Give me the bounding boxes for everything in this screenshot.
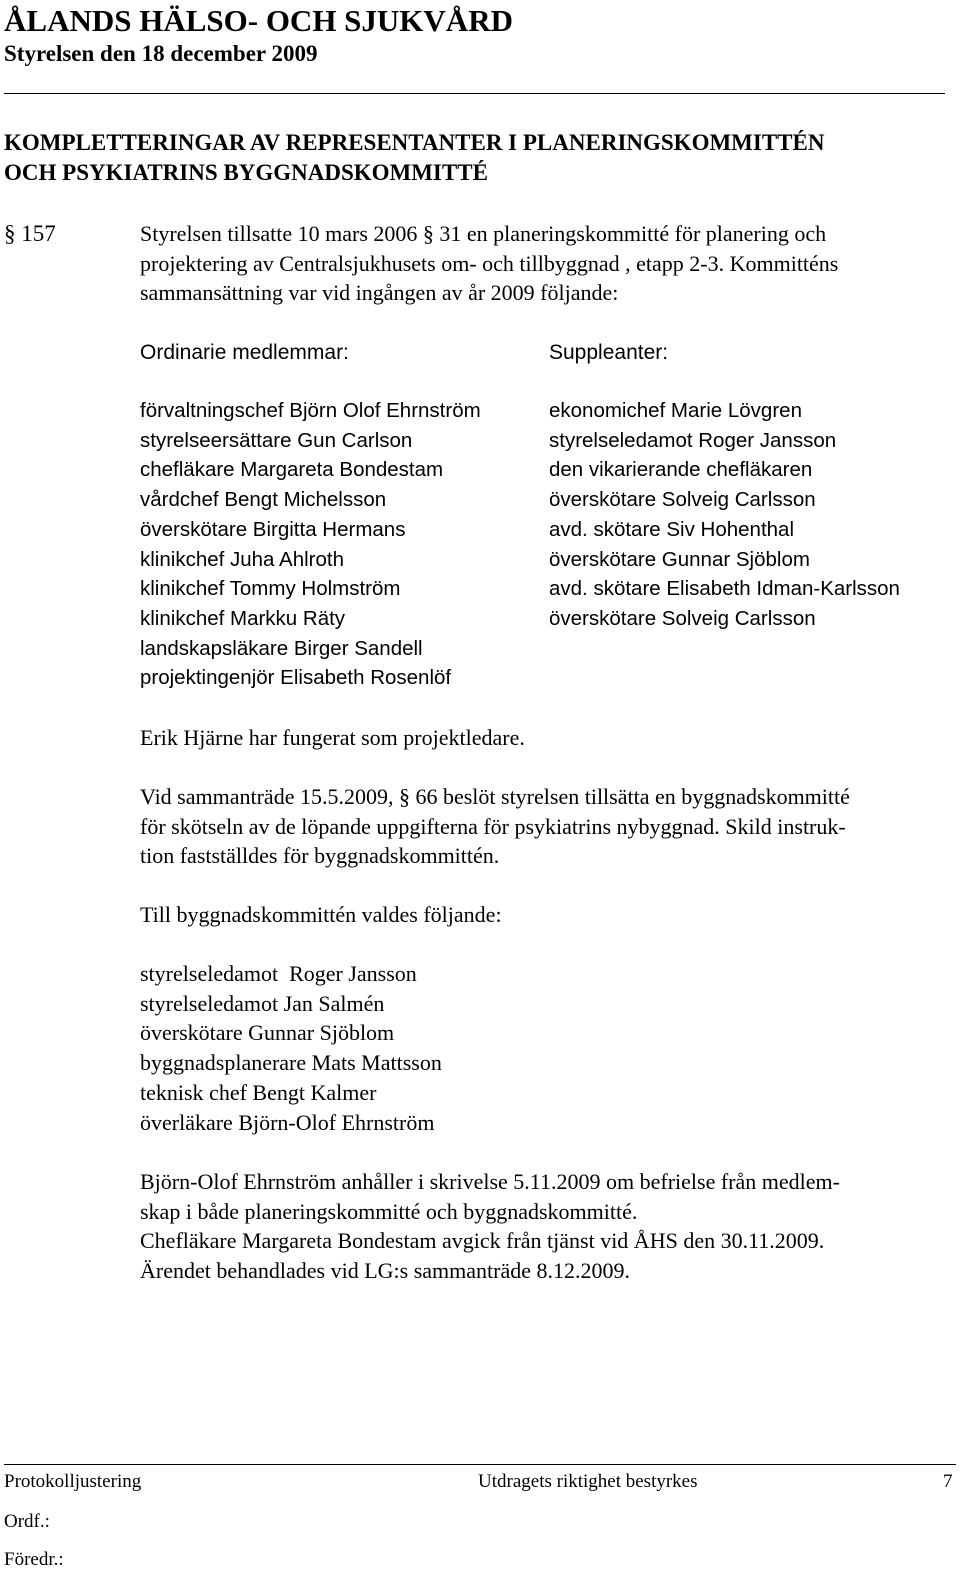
intro-line-2: projektering av Centralsjukhusets om- och tillbyggnad , etapp 2-3. Kommitténs	[140, 251, 839, 276]
paragraph-number: § 157	[4, 221, 56, 246]
section-title-line-2: OCH PSYKIATRINS BYGGNADSKOMMITTÉ	[4, 160, 488, 185]
list-item: klinikchef Juha Ahlroth	[140, 547, 344, 571]
closing-line-4: Ärendet behandlades vid LG:s sammanträde 8.12.2009.	[140, 1258, 630, 1283]
footer-protokolljustering: Protokolljustering	[4, 1471, 142, 1492]
decision-line-1: Vid sammanträde 15.5.2009, § 66 beslöt styrelsen tillsätta en byggnadskommitté	[140, 784, 850, 809]
decision-line-3: tion fastställdes för byggnadskommittén.	[140, 843, 500, 868]
list-item: överskötare Gunnar Sjöblom	[140, 1020, 395, 1046]
list-item: styrelseledamot Roger Jansson	[140, 961, 417, 986]
elected-intro: Till byggnadskommittén valdes följande:	[140, 902, 502, 927]
list-item: landskapsläkare Birger Sandell	[140, 636, 423, 660]
list-item: förvaltningschef Björn Olof Ehrnström	[140, 399, 481, 422]
list-item: klinikchef Tommy Holmström	[140, 577, 401, 601]
list-item: överskötare Solveig Carlsson	[549, 606, 816, 630]
footer-divider	[4, 1464, 956, 1465]
ordinarie-list	[140, 396, 481, 693]
closing-line-3: Chefläkare Margareta Bondestam avgick från tjänst vid ÅHS den 30.11.2009.	[140, 1228, 825, 1253]
list-item: klinikchef Markku Räty	[140, 606, 346, 630]
list-item: avd. skötare Siv Hohenthal	[549, 517, 794, 541]
header-divider	[4, 93, 945, 94]
document-title: ÅLANDS HÄLSO- OCH SJUKVÅRD	[4, 3, 513, 38]
suppleanter-list	[549, 396, 900, 634]
list-item: ekonomichef Marie Lövgren	[549, 399, 802, 422]
list-item: styrelseersättare Gun Carlson	[140, 428, 413, 452]
intro-line-3: sammansättning var vid ingången av år 2009 följande:	[140, 280, 619, 305]
page-number: 7	[943, 1471, 953, 1492]
list-item: överskötare Solveig Carlsson	[549, 488, 816, 512]
byggnadskommitte-list	[140, 959, 442, 1137]
section-sign-icon: §	[4, 221, 16, 246]
list-item: överläkare Björn-Olof Ehrnström	[140, 1109, 435, 1135]
list-item: överskötare Birgitta Hermans	[140, 517, 406, 541]
list-item: vårdchef Bengt Michelsson	[140, 488, 387, 512]
ordinarie-header: Ordinarie medlemmar:	[140, 341, 349, 364]
closing-line-2: skap i både planeringskommitté och byggnadskommitté.	[140, 1199, 638, 1224]
list-item: chefläkare Margareta Bondestam	[140, 458, 444, 482]
list-item: avd. skötare Elisabeth Idman-Karlsson	[549, 577, 900, 601]
projektledare-text: Erik Hjärne har fungerat som projektledare.	[140, 725, 525, 750]
closing-line-1: Björn-Olof Ehrnström anhåller i skrivelse 5.11.2009 om befrielse från medlem-	[140, 1169, 840, 1194]
suppleanter-header: Suppleanter:	[549, 341, 669, 364]
list-item: projektingenjör Elisabeth Rosenlöf	[140, 666, 452, 690]
meeting-date: Styrelsen den 18 december 2009	[4, 41, 318, 66]
list-item: den vikarierande chefläkaren	[549, 458, 813, 482]
footer-ordf: Ordf.:	[4, 1511, 50, 1532]
list-item: byggnadsplanerare Mats Mattsson	[140, 1050, 442, 1076]
list-item: styrelseledamot Roger Jansson	[549, 428, 837, 452]
footer-foredr: Föredr.:	[4, 1549, 64, 1570]
decision-line-2: för skötseln av de löpande uppgifterna för psykiatrins nybyggnad. Skild instruk-	[140, 814, 846, 839]
footer-bestyrkes: Utdragets riktighet bestyrkes	[478, 1471, 698, 1492]
list-item: teknisk chef Bengt Kalmer	[140, 1079, 377, 1105]
section-title-line-1: KOMPLETTERINGAR AV REPRESENTANTER I PLANERINGSKOMMITTÉN	[4, 130, 825, 155]
list-item: överskötare Gunnar Sjöblom	[549, 547, 810, 571]
intro-line-1: Styrelsen tillsatte 10 mars 2006 § 31 en planeringskommitté för planering och	[140, 221, 827, 246]
list-item: styrelseledamot Jan Salmén	[140, 990, 385, 1016]
